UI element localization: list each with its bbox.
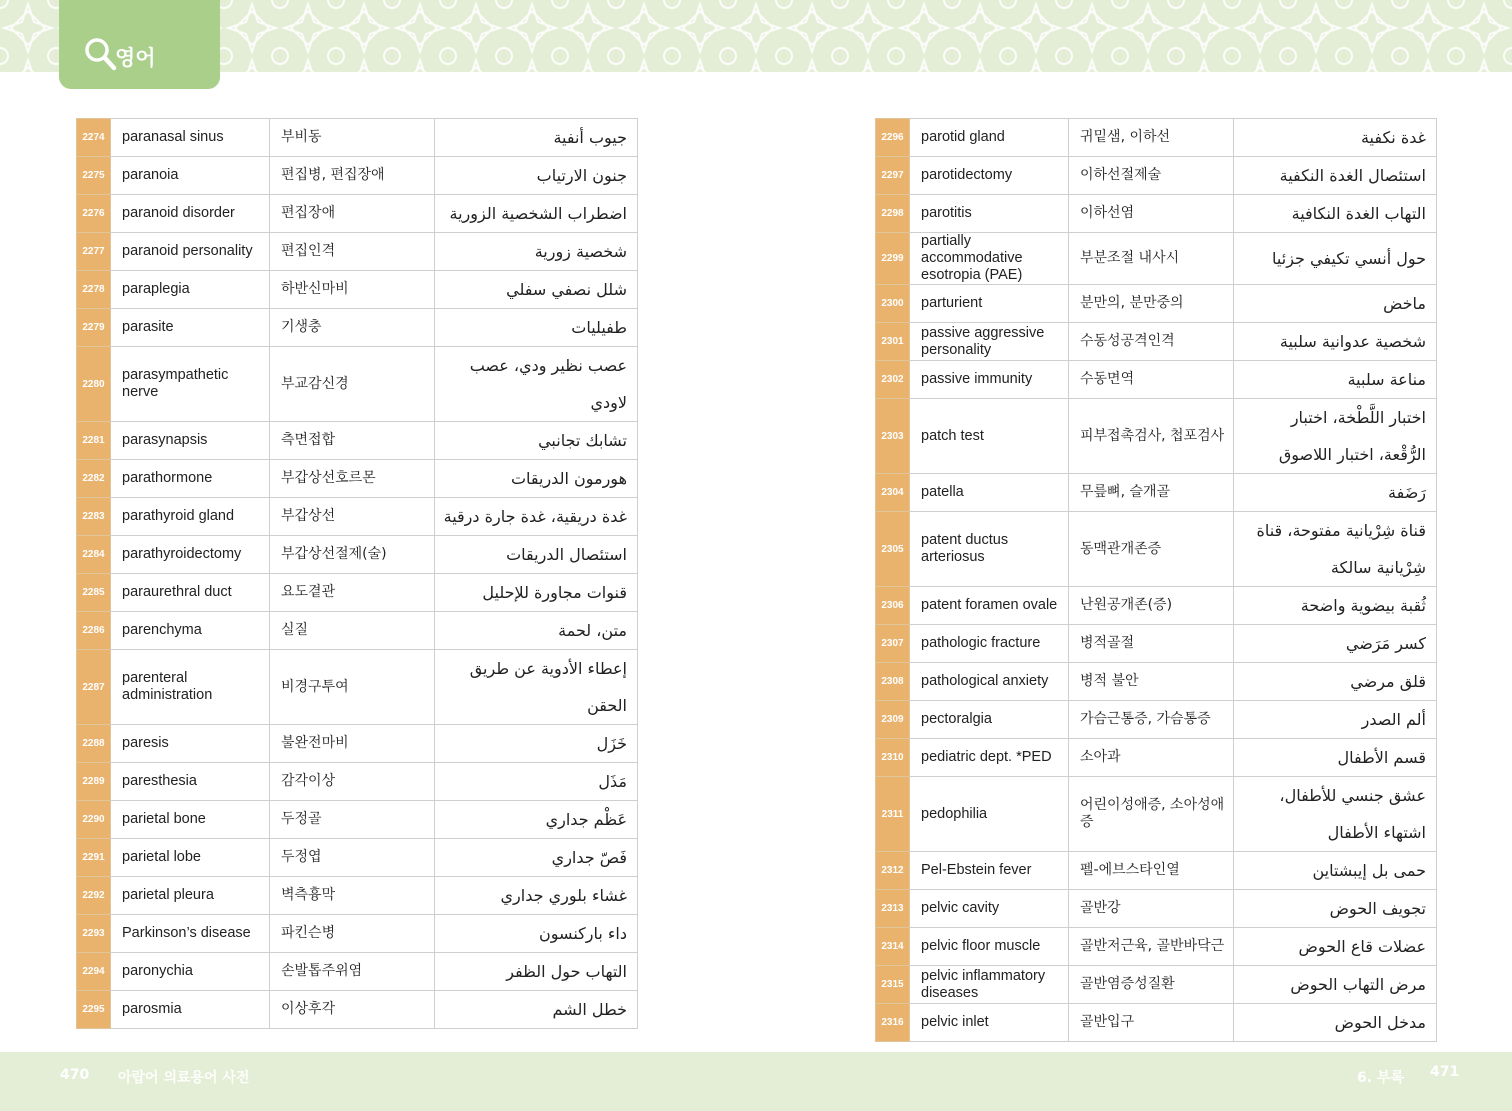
english-term: pathologic fracture bbox=[910, 625, 1069, 663]
magnifier-icon bbox=[84, 37, 118, 73]
korean-term: 두정엽 bbox=[270, 839, 435, 877]
entry-number: 2288 bbox=[77, 725, 111, 763]
korean-term: 병적골절 bbox=[1069, 625, 1234, 663]
english-term: pedophilia bbox=[910, 777, 1069, 852]
table-row bbox=[77, 498, 638, 536]
entry-number: 2283 bbox=[77, 498, 111, 536]
arabic-term: التهاب الغدة النكافية bbox=[1234, 195, 1437, 233]
table-row bbox=[876, 399, 1437, 474]
table-row bbox=[876, 361, 1437, 399]
english-term: parturient bbox=[910, 285, 1069, 323]
arabic-term: حول أنسي تكيفي جزئيا bbox=[1234, 233, 1437, 285]
table-row bbox=[876, 625, 1437, 663]
dictionary-table-left bbox=[76, 118, 638, 1029]
english-term: patch test bbox=[910, 399, 1069, 474]
entry-number: 2306 bbox=[876, 587, 910, 625]
table-row bbox=[77, 309, 638, 347]
table-row bbox=[77, 650, 638, 725]
english-term: parasite bbox=[111, 309, 270, 347]
arabic-term: التهاب حول الظفر bbox=[435, 953, 638, 991]
arabic-term: عضلات قاع الحوض bbox=[1234, 928, 1437, 966]
table-row bbox=[77, 574, 638, 612]
english-term: pectoralgia bbox=[910, 701, 1069, 739]
korean-term: 편집인격 bbox=[270, 233, 435, 271]
arabic-term: غشاء بلوري جداري bbox=[435, 877, 638, 915]
table-row bbox=[77, 233, 638, 271]
left-page-number: 470 bbox=[60, 1067, 90, 1083]
arabic-term: ثُقبة بيضوية واضحة bbox=[1234, 587, 1437, 625]
english-term: paranoia bbox=[111, 157, 270, 195]
table-row bbox=[77, 195, 638, 233]
english-term: paresis bbox=[111, 725, 270, 763]
table-row bbox=[876, 512, 1437, 587]
english-term: parietal lobe bbox=[111, 839, 270, 877]
arabic-term: مدخل الحوض bbox=[1234, 1004, 1437, 1042]
table-row bbox=[876, 966, 1437, 1004]
english-term: parosmia bbox=[111, 991, 270, 1029]
english-term: patella bbox=[910, 474, 1069, 512]
arabic-term: استئصال الغدة النكفية bbox=[1234, 157, 1437, 195]
arabic-term: غدة نكفية bbox=[1234, 119, 1437, 157]
table-row bbox=[876, 195, 1437, 233]
korean-term: 부비동 bbox=[270, 119, 435, 157]
english-term: Pel-Ebstein fever bbox=[910, 852, 1069, 890]
entry-number: 2315 bbox=[876, 966, 910, 1004]
entry-number: 2278 bbox=[77, 271, 111, 309]
arabic-term: مناعة سلبية bbox=[1234, 361, 1437, 399]
english-term: parasympathetic nerve bbox=[111, 347, 270, 422]
arabic-term: قسم الأطفال bbox=[1234, 739, 1437, 777]
korean-term: 부분조절 내사시 bbox=[1069, 233, 1234, 285]
table-row bbox=[77, 422, 638, 460]
entry-number: 2294 bbox=[77, 953, 111, 991]
arabic-term: مرض التهاب الحوض bbox=[1234, 966, 1437, 1004]
arabic-term: عصب نظير ودي، عصب لاودي bbox=[435, 347, 638, 422]
entry-number: 2292 bbox=[77, 877, 111, 915]
korean-term: 이하선절제술 bbox=[1069, 157, 1234, 195]
arabic-term: فَصّ جداري bbox=[435, 839, 638, 877]
korean-term: 난원공개존(증) bbox=[1069, 587, 1234, 625]
entry-number: 2274 bbox=[77, 119, 111, 157]
english-term: pelvic cavity bbox=[910, 890, 1069, 928]
table-row bbox=[876, 890, 1437, 928]
english-term: pelvic inflammatory diseases bbox=[910, 966, 1069, 1004]
entry-number: 2285 bbox=[77, 574, 111, 612]
entry-number: 2297 bbox=[876, 157, 910, 195]
korean-term: 골반저근육, 골반바닥근 bbox=[1069, 928, 1234, 966]
arabic-term: داء باركنسون bbox=[435, 915, 638, 953]
arabic-term: شخصية عدوانية سلبية bbox=[1234, 323, 1437, 361]
table-row bbox=[77, 953, 638, 991]
korean-term: 파킨슨병 bbox=[270, 915, 435, 953]
table-row bbox=[876, 701, 1437, 739]
arabic-term: اضطراب الشخصية الزورية bbox=[435, 195, 638, 233]
table-row bbox=[876, 663, 1437, 701]
entry-number: 2276 bbox=[77, 195, 111, 233]
entry-number: 2310 bbox=[876, 739, 910, 777]
entry-number: 2312 bbox=[876, 852, 910, 890]
arabic-term: جنون الارتياب bbox=[435, 157, 638, 195]
english-term: patent ductus arteriosus bbox=[910, 512, 1069, 587]
table-row bbox=[876, 323, 1437, 361]
korean-term: 실질 bbox=[270, 612, 435, 650]
table-row bbox=[876, 233, 1437, 285]
english-term: pelvic inlet bbox=[910, 1004, 1069, 1042]
korean-term: 수동면역 bbox=[1069, 361, 1234, 399]
table-row bbox=[876, 119, 1437, 157]
english-term: paranasal sinus bbox=[111, 119, 270, 157]
arabic-term: جيوب أنفية bbox=[435, 119, 638, 157]
table-row bbox=[876, 587, 1437, 625]
arabic-term: تجويف الحوض bbox=[1234, 890, 1437, 928]
english-term: paresthesia bbox=[111, 763, 270, 801]
entry-number: 2302 bbox=[876, 361, 910, 399]
entry-number: 2284 bbox=[77, 536, 111, 574]
arabic-term: ماخض bbox=[1234, 285, 1437, 323]
table-row bbox=[77, 612, 638, 650]
right-page-number: 471 bbox=[1430, 1064, 1460, 1080]
table-row bbox=[876, 474, 1437, 512]
table-row bbox=[77, 839, 638, 877]
entry-number: 2289 bbox=[77, 763, 111, 801]
korean-term: 측면접합 bbox=[270, 422, 435, 460]
korean-term: 무릎뼈, 슬개골 bbox=[1069, 474, 1234, 512]
english-term: parathormone bbox=[111, 460, 270, 498]
entry-number: 2314 bbox=[876, 928, 910, 966]
english-term: parathyroid gland bbox=[111, 498, 270, 536]
korean-term: 병적 불안 bbox=[1069, 663, 1234, 701]
english-term: parotid gland bbox=[910, 119, 1069, 157]
section-label: 영어 bbox=[115, 46, 156, 70]
korean-term: 부교감신경 bbox=[270, 347, 435, 422]
arabic-term: مَذَل bbox=[435, 763, 638, 801]
entry-number: 2275 bbox=[77, 157, 111, 195]
korean-term: 부갑상선 bbox=[270, 498, 435, 536]
entry-number: 2291 bbox=[77, 839, 111, 877]
korean-term: 기생충 bbox=[270, 309, 435, 347]
entry-number: 2305 bbox=[876, 512, 910, 587]
english-term: Parkinson’s disease bbox=[111, 915, 270, 953]
entry-number: 2303 bbox=[876, 399, 910, 474]
english-term: pathological anxiety bbox=[910, 663, 1069, 701]
table-row bbox=[876, 777, 1437, 852]
table-row bbox=[876, 852, 1437, 890]
entry-number: 2282 bbox=[77, 460, 111, 498]
entry-number: 2287 bbox=[77, 650, 111, 725]
arabic-term: قناة شِرْيانية مفتوحة، قناة شِرْيانية سالكة bbox=[1234, 512, 1437, 587]
english-term: paranoid personality bbox=[111, 233, 270, 271]
korean-term: 두정골 bbox=[270, 801, 435, 839]
entry-number: 2304 bbox=[876, 474, 910, 512]
korean-term: 어린이성애증, 소아성애증 bbox=[1069, 777, 1234, 852]
english-term: parietal bone bbox=[111, 801, 270, 839]
entry-number: 2290 bbox=[77, 801, 111, 839]
english-term: parotidectomy bbox=[910, 157, 1069, 195]
english-term: paronychia bbox=[111, 953, 270, 991]
english-term: parathyroidectomy bbox=[111, 536, 270, 574]
korean-term: 부갑상선호르몬 bbox=[270, 460, 435, 498]
book-title: 아랍어 의료용어 사전 bbox=[118, 1070, 250, 1086]
arabic-term: كسر مَرَضي bbox=[1234, 625, 1437, 663]
korean-term: 펠-에브스타인열 bbox=[1069, 852, 1234, 890]
table-row bbox=[876, 157, 1437, 195]
english-term: passive aggressive personality bbox=[910, 323, 1069, 361]
english-term: partially accommodative esotropia (PAE) bbox=[910, 233, 1069, 285]
korean-term: 손발톱주위염 bbox=[270, 953, 435, 991]
entry-number: 2309 bbox=[876, 701, 910, 739]
korean-term: 하반신마비 bbox=[270, 271, 435, 309]
korean-term: 비경구투여 bbox=[270, 650, 435, 725]
table-row bbox=[77, 991, 638, 1029]
arabic-term: رَضَفة bbox=[1234, 474, 1437, 512]
table-row bbox=[876, 928, 1437, 966]
english-term: passive immunity bbox=[910, 361, 1069, 399]
entry-number: 2280 bbox=[77, 347, 111, 422]
english-term: parenchyma bbox=[111, 612, 270, 650]
entry-number: 2298 bbox=[876, 195, 910, 233]
arabic-term: طفيليات bbox=[435, 309, 638, 347]
arabic-term: شخصية زورية bbox=[435, 233, 638, 271]
entry-number: 2301 bbox=[876, 323, 910, 361]
korean-term: 분만의, 분만중의 bbox=[1069, 285, 1234, 323]
arabic-term: استئصال الدريقات bbox=[435, 536, 638, 574]
table-row bbox=[77, 536, 638, 574]
arabic-term: تشابك تجانبي bbox=[435, 422, 638, 460]
english-term: patent foramen ovale bbox=[910, 587, 1069, 625]
english-term: paranoid disorder bbox=[111, 195, 270, 233]
entry-number: 2316 bbox=[876, 1004, 910, 1042]
arabic-term: قلق مرضي bbox=[1234, 663, 1437, 701]
korean-term: 동맥관개존증 bbox=[1069, 512, 1234, 587]
table-row bbox=[77, 119, 638, 157]
arabic-term: حمى بل إيبشتاين bbox=[1234, 852, 1437, 890]
arabic-term: عَظْم جداري bbox=[435, 801, 638, 839]
english-term: paraplegia bbox=[111, 271, 270, 309]
entry-number: 2307 bbox=[876, 625, 910, 663]
appendix-label: 6. 부록 bbox=[1357, 1070, 1404, 1086]
korean-term: 수동성공격인격 bbox=[1069, 323, 1234, 361]
english-term: parotitis bbox=[910, 195, 1069, 233]
table-row bbox=[77, 801, 638, 839]
english-term: pediatric dept. *PED bbox=[910, 739, 1069, 777]
section-tab bbox=[59, 0, 220, 89]
entry-number: 2286 bbox=[77, 612, 111, 650]
entry-number: 2279 bbox=[77, 309, 111, 347]
english-term: parasynapsis bbox=[111, 422, 270, 460]
korean-term: 요도곁관 bbox=[270, 574, 435, 612]
geometric-pattern bbox=[0, 0, 1512, 72]
arabic-term: خَزَل bbox=[435, 725, 638, 763]
entry-number: 2300 bbox=[876, 285, 910, 323]
korean-term: 골반강 bbox=[1069, 890, 1234, 928]
entry-number: 2277 bbox=[77, 233, 111, 271]
arabic-term: عشق جنسي للأطفال، اشتهاء الأطفال bbox=[1234, 777, 1437, 852]
table-row bbox=[77, 725, 638, 763]
entry-number: 2311 bbox=[876, 777, 910, 852]
arabic-term: ألم الصدر bbox=[1234, 701, 1437, 739]
arabic-term: غدة دريقية، غدة جارة درقية bbox=[435, 498, 638, 536]
korean-term: 골반입구 bbox=[1069, 1004, 1234, 1042]
entry-number: 2281 bbox=[77, 422, 111, 460]
arabic-term: قنوات مجاورة للإحليل bbox=[435, 574, 638, 612]
english-term: parenteral administration bbox=[111, 650, 270, 725]
table-row bbox=[876, 739, 1437, 777]
page-footer bbox=[0, 1052, 1512, 1111]
table-row bbox=[77, 763, 638, 801]
korean-term: 편집병, 편집장애 bbox=[270, 157, 435, 195]
korean-term: 감각이상 bbox=[270, 763, 435, 801]
table-row bbox=[77, 347, 638, 422]
korean-term: 이하선염 bbox=[1069, 195, 1234, 233]
header-pattern-band bbox=[0, 0, 1512, 72]
arabic-term: هورمون الدريقات bbox=[435, 460, 638, 498]
arabic-term: إعطاء الأدوية عن طريق الحقن bbox=[435, 650, 638, 725]
table-row bbox=[876, 285, 1437, 323]
entry-number: 2308 bbox=[876, 663, 910, 701]
table-row bbox=[876, 1004, 1437, 1042]
korean-term: 편집장애 bbox=[270, 195, 435, 233]
korean-term: 이상후각 bbox=[270, 991, 435, 1029]
table-row bbox=[77, 877, 638, 915]
korean-term: 피부접촉검사, 첩포검사 bbox=[1069, 399, 1234, 474]
korean-term: 부갑상선절제(술) bbox=[270, 536, 435, 574]
korean-term: 가슴근통증, 가슴통증 bbox=[1069, 701, 1234, 739]
table-row bbox=[77, 460, 638, 498]
entry-number: 2299 bbox=[876, 233, 910, 285]
entry-number: 2293 bbox=[77, 915, 111, 953]
arabic-term: خطل الشم bbox=[435, 991, 638, 1029]
table-row bbox=[77, 157, 638, 195]
entry-number: 2313 bbox=[876, 890, 910, 928]
korean-term: 불완전마비 bbox=[270, 725, 435, 763]
entry-number: 2296 bbox=[876, 119, 910, 157]
english-term: parietal pleura bbox=[111, 877, 270, 915]
korean-term: 벽측흉막 bbox=[270, 877, 435, 915]
table-row bbox=[77, 271, 638, 309]
dictionary-table-right bbox=[875, 118, 1437, 1042]
entry-number: 2295 bbox=[77, 991, 111, 1029]
arabic-term: اختبار اللَّطْخة، اختبار الرُّقْعة، اختبار اللاصوق bbox=[1234, 399, 1437, 474]
arabic-term: متن، لحمة bbox=[435, 612, 638, 650]
korean-term: 소아과 bbox=[1069, 739, 1234, 777]
arabic-term: شلل نصفي سفلي bbox=[435, 271, 638, 309]
english-term: paraurethral duct bbox=[111, 574, 270, 612]
table-row bbox=[77, 915, 638, 953]
english-term: pelvic floor muscle bbox=[910, 928, 1069, 966]
korean-term: 골반염증성질환 bbox=[1069, 966, 1234, 1004]
korean-term: 귀밑샘, 이하선 bbox=[1069, 119, 1234, 157]
